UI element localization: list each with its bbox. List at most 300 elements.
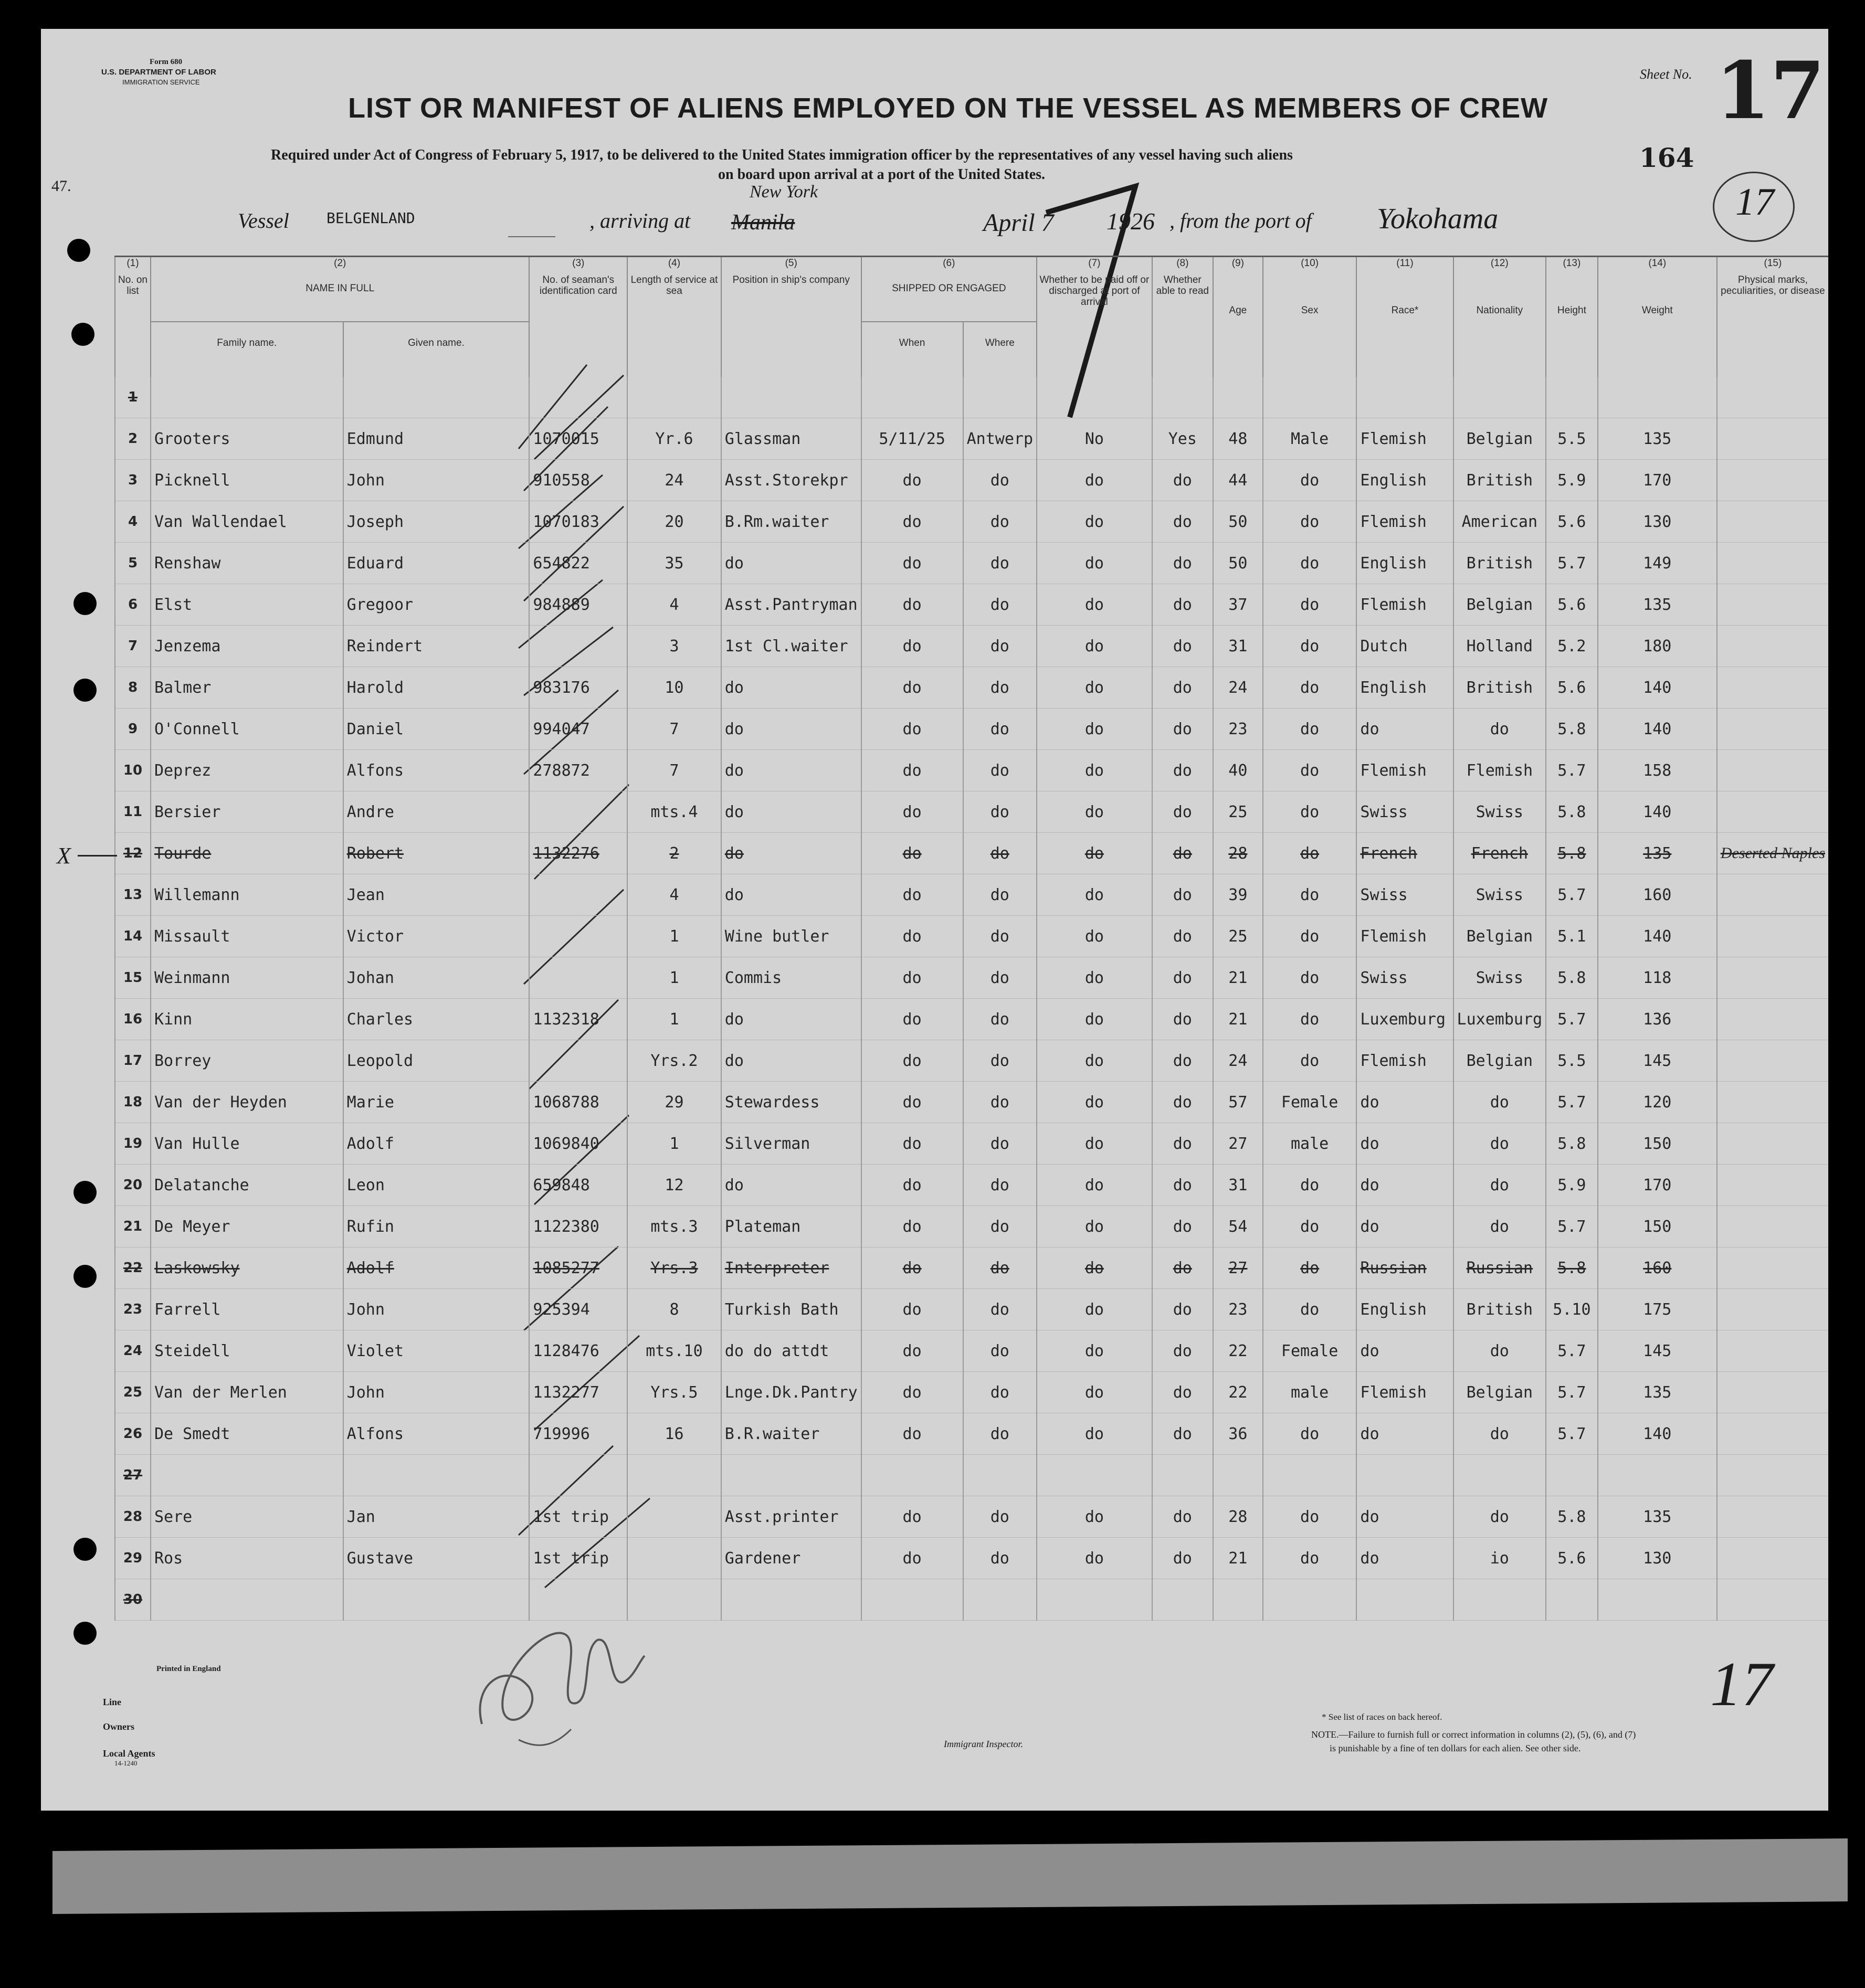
cell-sex: Female bbox=[1263, 1082, 1357, 1123]
cell-where: do bbox=[963, 874, 1037, 916]
column-number: (11) bbox=[1356, 257, 1453, 274]
cell-nat: British bbox=[1453, 667, 1546, 709]
cell-height: 5.7 bbox=[1546, 1082, 1598, 1123]
cell-when: do bbox=[861, 1040, 963, 1082]
punch-hole bbox=[73, 679, 97, 702]
cell-height: 5.9 bbox=[1546, 460, 1598, 501]
cell-position: do do attdt bbox=[721, 1330, 861, 1372]
arrival-year: 1926 bbox=[1107, 208, 1155, 235]
cell-paid: do bbox=[1037, 1330, 1152, 1372]
cell-nat: Swiss bbox=[1453, 874, 1546, 916]
cell-given: Gustave bbox=[343, 1538, 530, 1579]
cell-card: 1st trip bbox=[529, 1496, 627, 1538]
cell-service: 12 bbox=[627, 1165, 721, 1206]
cell-read: do bbox=[1152, 1165, 1213, 1206]
vessel-label: Vessel bbox=[238, 209, 289, 232]
cell-service: 24 bbox=[627, 460, 721, 501]
cell-sex: do bbox=[1263, 916, 1357, 957]
cell-no: 14 bbox=[115, 916, 151, 957]
cell-race: Flemish bbox=[1356, 1372, 1453, 1413]
table-row bbox=[115, 1040, 1828, 1082]
arriving-label: , arriving at bbox=[589, 209, 691, 232]
cell-sex: do bbox=[1263, 999, 1357, 1040]
cell-race bbox=[1356, 1455, 1453, 1496]
cell-marks bbox=[1717, 418, 1828, 460]
cell-when: do bbox=[861, 584, 963, 626]
cell-paid: do bbox=[1037, 1289, 1152, 1330]
cell-card: 1st trip bbox=[529, 1538, 627, 1579]
arrival-port: New York bbox=[750, 182, 818, 202]
cell-service: Yrs.5 bbox=[627, 1372, 721, 1413]
cell-service: mts.4 bbox=[627, 791, 721, 833]
cell-nat: do bbox=[1453, 1496, 1546, 1538]
punch-hole bbox=[71, 323, 94, 346]
cell-given: Adolf bbox=[343, 1123, 530, 1165]
cell-sex: do bbox=[1263, 874, 1357, 916]
table-row bbox=[115, 1082, 1828, 1123]
header-paid-off: Whether to be paid off or discharged at port of arrival bbox=[1037, 274, 1152, 377]
cell-marks bbox=[1717, 1082, 1828, 1123]
cell-given: Alfons bbox=[343, 750, 530, 791]
cell-height: 5.6 bbox=[1546, 501, 1598, 543]
cell-sex: do bbox=[1263, 1165, 1357, 1206]
cell-card: 1069840 bbox=[529, 1123, 627, 1165]
column-number: (5) bbox=[721, 257, 861, 274]
cell-when: do bbox=[861, 1165, 963, 1206]
cell-race: Flemish bbox=[1356, 584, 1453, 626]
cell-given: Victor bbox=[343, 916, 530, 957]
cell-position: do bbox=[721, 833, 861, 874]
table-row bbox=[115, 543, 1828, 584]
cell-service: mts.10 bbox=[627, 1330, 721, 1372]
cell-height: 5.8 bbox=[1546, 1123, 1598, 1165]
cell-card: 1132276 bbox=[529, 833, 627, 874]
cell-paid: do bbox=[1037, 833, 1152, 874]
header-position: Position in ship's company bbox=[721, 274, 861, 377]
cell-given: John bbox=[343, 1289, 530, 1330]
cell-card: 1132277 bbox=[529, 1372, 627, 1413]
cell-no: 4 bbox=[115, 501, 151, 543]
margin-x-dash bbox=[78, 855, 117, 856]
cell-nat: do bbox=[1453, 1165, 1546, 1206]
cell-position: do bbox=[721, 709, 861, 750]
cell-height: 5.8 bbox=[1546, 833, 1598, 874]
cell-race: Swiss bbox=[1356, 957, 1453, 999]
cell-weight: 140 bbox=[1598, 1413, 1717, 1455]
cell-where: Antwerp bbox=[963, 418, 1037, 460]
cell-no: 25 bbox=[115, 1372, 151, 1413]
punch-hole bbox=[67, 239, 90, 262]
cell-marks bbox=[1717, 916, 1828, 957]
cell-weight: 175 bbox=[1598, 1289, 1717, 1330]
cell-nat bbox=[1453, 377, 1546, 418]
service-label: IMMIGRATION SERVICE bbox=[122, 78, 200, 86]
cell-height: 5.5 bbox=[1546, 1040, 1598, 1082]
header-age: Age bbox=[1213, 274, 1263, 377]
cell-given: Marie bbox=[343, 1082, 530, 1123]
cell-no: 19 bbox=[115, 1123, 151, 1165]
cell-sex: do bbox=[1263, 1413, 1357, 1455]
cell-age: 36 bbox=[1213, 1413, 1263, 1455]
cell-sex: male bbox=[1263, 1123, 1357, 1165]
cell-paid: do bbox=[1037, 501, 1152, 543]
cell-read bbox=[1152, 1579, 1213, 1621]
cell-paid: do bbox=[1037, 1496, 1152, 1538]
cell-age: 54 bbox=[1213, 1206, 1263, 1247]
cell-family: Van Wallendael bbox=[151, 501, 343, 543]
cell-no: 3 bbox=[115, 460, 151, 501]
cell-family bbox=[151, 1455, 343, 1496]
left-margin-mark: 47. bbox=[51, 177, 71, 195]
cell-weight: 120 bbox=[1598, 1082, 1717, 1123]
column-number: (6) bbox=[861, 257, 1037, 274]
footer-owners-label: Owners bbox=[103, 1721, 134, 1732]
cell-height: 5.7 bbox=[1546, 874, 1598, 916]
cell-race bbox=[1356, 377, 1453, 418]
cell-position: do bbox=[721, 543, 861, 584]
cell-card bbox=[529, 874, 627, 916]
cell-paid: do bbox=[1037, 874, 1152, 916]
cell-height: 5.7 bbox=[1546, 1413, 1598, 1455]
cell-read: do bbox=[1152, 460, 1213, 501]
cell-family: Weinmann bbox=[151, 957, 343, 999]
cell-service: Yrs.2 bbox=[627, 1040, 721, 1082]
cell-sex: do bbox=[1263, 1247, 1357, 1289]
cell-paid: No bbox=[1037, 418, 1152, 460]
cell-position bbox=[721, 377, 861, 418]
cell-when: do bbox=[861, 709, 963, 750]
cell-paid: do bbox=[1037, 1040, 1152, 1082]
cell-card: 278872 bbox=[529, 750, 627, 791]
corner-handwritten-number: 17 bbox=[1710, 1649, 1773, 1719]
cell-family: Van Hulle bbox=[151, 1123, 343, 1165]
cell-family: Renshaw bbox=[151, 543, 343, 584]
cell-card: 1070015 bbox=[529, 418, 627, 460]
cell-marks bbox=[1717, 999, 1828, 1040]
cell-when bbox=[861, 1455, 963, 1496]
cell-height: 5.7 bbox=[1546, 543, 1598, 584]
cell-position: B.R.waiter bbox=[721, 1413, 861, 1455]
cell-race: Luxemburg bbox=[1356, 999, 1453, 1040]
cell-marks bbox=[1717, 1496, 1828, 1538]
cell-paid: do bbox=[1037, 791, 1152, 833]
immigrant-inspector-label: Immigrant Inspector. bbox=[944, 1739, 1023, 1749]
cell-height: 5.1 bbox=[1546, 916, 1598, 957]
cell-read: do bbox=[1152, 791, 1213, 833]
cell-no: 17 bbox=[115, 1040, 151, 1082]
cell-service: 1 bbox=[627, 999, 721, 1040]
cell-when: do bbox=[861, 1206, 963, 1247]
cell-marks bbox=[1717, 1206, 1828, 1247]
cell-where: do bbox=[963, 1538, 1037, 1579]
cell-read: do bbox=[1152, 1040, 1213, 1082]
header-sex: Sex bbox=[1263, 274, 1357, 377]
cell-family: Balmer bbox=[151, 667, 343, 709]
header-shipped-or-engaged: SHIPPED OR ENGAGED bbox=[861, 274, 1037, 322]
cell-card: 1070183 bbox=[529, 501, 627, 543]
cell-sex: male bbox=[1263, 1372, 1357, 1413]
cell-position: Gardener bbox=[721, 1538, 861, 1579]
cell-marks bbox=[1717, 1372, 1828, 1413]
column-number: (1) bbox=[115, 257, 151, 274]
cell-sex: do bbox=[1263, 1206, 1357, 1247]
cell-nat: Flemish bbox=[1453, 750, 1546, 791]
cell-age: 21 bbox=[1213, 1538, 1263, 1579]
cell-sex: do bbox=[1263, 709, 1357, 750]
cell-position bbox=[721, 1455, 861, 1496]
cell-read: do bbox=[1152, 999, 1213, 1040]
cell-family: Tourde bbox=[151, 833, 343, 874]
cell-height: 5.2 bbox=[1546, 626, 1598, 667]
cell-card bbox=[529, 377, 627, 418]
cell-family: Deprez bbox=[151, 750, 343, 791]
cell-age bbox=[1213, 1455, 1263, 1496]
cell-where bbox=[963, 377, 1037, 418]
stamped-number: 164 bbox=[1639, 142, 1694, 173]
cell-weight: 160 bbox=[1598, 874, 1717, 916]
cell-age: 23 bbox=[1213, 1289, 1263, 1330]
table-row bbox=[115, 1496, 1828, 1538]
cell-card bbox=[529, 1040, 627, 1082]
cell-family: De Smedt bbox=[151, 1413, 343, 1455]
cell-where: do bbox=[963, 1496, 1037, 1538]
header-name-in-full: NAME IN FULL bbox=[151, 274, 529, 322]
table-row bbox=[115, 1455, 1828, 1496]
subtitle-line-2: on board upon arrival at a port of the United States. bbox=[718, 166, 1046, 183]
cell-height: 5.5 bbox=[1546, 418, 1598, 460]
cell-weight: 140 bbox=[1598, 916, 1717, 957]
cell-read bbox=[1152, 377, 1213, 418]
cell-paid bbox=[1037, 377, 1152, 418]
cell-card: 983176 bbox=[529, 667, 627, 709]
header-id-card: No. of seaman's identification card bbox=[529, 274, 627, 377]
cell-card: 1085277 bbox=[529, 1247, 627, 1289]
cell-family: Grooters bbox=[151, 418, 343, 460]
cell-paid: do bbox=[1037, 916, 1152, 957]
cell-service: 1 bbox=[627, 957, 721, 999]
cell-card: 719996 bbox=[529, 1413, 627, 1455]
cell-service bbox=[627, 1496, 721, 1538]
cell-marks bbox=[1717, 1455, 1828, 1496]
cell-race: do bbox=[1356, 1206, 1453, 1247]
cell-when: do bbox=[861, 667, 963, 709]
cell-where: do bbox=[963, 1413, 1037, 1455]
cell-nat: Belgian bbox=[1453, 584, 1546, 626]
cell-age: 21 bbox=[1213, 999, 1263, 1040]
cell-marks bbox=[1717, 791, 1828, 833]
cell-marks bbox=[1717, 1413, 1828, 1455]
cell-position: Interpreter bbox=[721, 1247, 861, 1289]
cell-sex: do bbox=[1263, 1538, 1357, 1579]
margin-x-mark: X bbox=[57, 843, 71, 869]
cell-age: 21 bbox=[1213, 957, 1263, 999]
cell-service: 7 bbox=[627, 750, 721, 791]
cell-given: Andre bbox=[343, 791, 530, 833]
cell-paid: do bbox=[1037, 1123, 1152, 1165]
cell-marks bbox=[1717, 709, 1828, 750]
cell-no: 6 bbox=[115, 584, 151, 626]
cell-sex: do bbox=[1263, 543, 1357, 584]
cell-where: do bbox=[963, 543, 1037, 584]
cell-height: 5.7 bbox=[1546, 1206, 1598, 1247]
cell-marks bbox=[1717, 1247, 1828, 1289]
cell-weight: 160 bbox=[1598, 1247, 1717, 1289]
cell-paid: do bbox=[1037, 460, 1152, 501]
cell-service: 1 bbox=[627, 916, 721, 957]
cell-weight: 140 bbox=[1598, 791, 1717, 833]
cell-paid: do bbox=[1037, 1082, 1152, 1123]
cell-where: do bbox=[963, 584, 1037, 626]
cell-family: Van der Merlen bbox=[151, 1372, 343, 1413]
cell-when: do bbox=[861, 626, 963, 667]
cell-family: Missault bbox=[151, 916, 343, 957]
cell-given: Rufin bbox=[343, 1206, 530, 1247]
table-row bbox=[115, 1372, 1828, 1413]
cell-race bbox=[1356, 1579, 1453, 1621]
cell-given: Johan bbox=[343, 957, 530, 999]
table-row bbox=[115, 1330, 1828, 1372]
cell-nat: Swiss bbox=[1453, 791, 1546, 833]
cell-height: 5.8 bbox=[1546, 791, 1598, 833]
punch-hole bbox=[73, 1181, 97, 1204]
cell-service: Yrs.3 bbox=[627, 1247, 721, 1289]
cell-age: 22 bbox=[1213, 1330, 1263, 1372]
cell-given bbox=[343, 377, 530, 418]
cell-family: Van der Heyden bbox=[151, 1082, 343, 1123]
cell-where bbox=[963, 1455, 1037, 1496]
cell-sex: do bbox=[1263, 791, 1357, 833]
cell-when: do bbox=[861, 460, 963, 501]
cell-race: do bbox=[1356, 1413, 1453, 1455]
cell-position: do bbox=[721, 1165, 861, 1206]
cell-service bbox=[627, 377, 721, 418]
cell-race: do bbox=[1356, 1082, 1453, 1123]
cell-nat: Belgian bbox=[1453, 1372, 1546, 1413]
cell-family: Picknell bbox=[151, 460, 343, 501]
cell-given: Daniel bbox=[343, 709, 530, 750]
cell-race: Dutch bbox=[1356, 626, 1453, 667]
table-row bbox=[115, 626, 1828, 667]
cell-nat bbox=[1453, 1579, 1546, 1621]
cell-family: Ros bbox=[151, 1538, 343, 1579]
cell-service: 7 bbox=[627, 709, 721, 750]
cell-race: English bbox=[1356, 543, 1453, 584]
cell-no: 1 bbox=[115, 377, 151, 418]
table-row bbox=[115, 1579, 1828, 1621]
cell-read: do bbox=[1152, 957, 1213, 999]
cell-service: 1 bbox=[627, 1123, 721, 1165]
cell-age: 48 bbox=[1213, 418, 1263, 460]
cell-marks bbox=[1717, 1123, 1828, 1165]
cell-where: do bbox=[963, 1289, 1037, 1330]
page-title: LIST OR MANIFEST OF ALIENS EMPLOYED ON THE VESSEL AS MEMBERS OF CREW bbox=[348, 92, 1548, 124]
cell-read: do bbox=[1152, 1413, 1213, 1455]
cell-no: 5 bbox=[115, 543, 151, 584]
cell-when: do bbox=[861, 1413, 963, 1455]
cell-service: mts.3 bbox=[627, 1206, 721, 1247]
cell-marks bbox=[1717, 1040, 1828, 1082]
cell-race: English bbox=[1356, 460, 1453, 501]
table-row bbox=[115, 1165, 1828, 1206]
cell-family: Farrell bbox=[151, 1289, 343, 1330]
cell-card: 925394 bbox=[529, 1289, 627, 1330]
header-able-to-read: Whether able to read bbox=[1152, 274, 1213, 377]
cell-read: do bbox=[1152, 667, 1213, 709]
column-number: (8) bbox=[1152, 257, 1213, 274]
cell-height: 5.6 bbox=[1546, 584, 1598, 626]
cell-card: 984889 bbox=[529, 584, 627, 626]
cell-marks bbox=[1717, 460, 1828, 501]
footer-agents-code: 14-1240 bbox=[114, 1759, 138, 1767]
cell-paid: do bbox=[1037, 1165, 1152, 1206]
table-row bbox=[115, 791, 1828, 833]
cell-family: Delatanche bbox=[151, 1165, 343, 1206]
table-row bbox=[115, 1538, 1828, 1579]
cell-race: Flemish bbox=[1356, 501, 1453, 543]
cell-given: Gregoor bbox=[343, 584, 530, 626]
department-label: U.S. DEPARTMENT OF LABOR bbox=[101, 68, 216, 77]
subtitle-line-1: Required under Act of Congress of February 5, 1917, to be delivered to the United States immigration officer by the representatives of any vessel having such aliens bbox=[271, 147, 1293, 163]
cell-nat: do bbox=[1453, 1206, 1546, 1247]
table-row bbox=[115, 957, 1828, 999]
cell-marks bbox=[1717, 1289, 1828, 1330]
cell-weight: 140 bbox=[1598, 709, 1717, 750]
cell-race: do bbox=[1356, 1538, 1453, 1579]
cell-where: do bbox=[963, 1372, 1037, 1413]
cell-weight: 170 bbox=[1598, 460, 1717, 501]
printed-in-england: Printed in England bbox=[156, 1665, 221, 1673]
cell-position: Commis bbox=[721, 957, 861, 999]
cell-where: do bbox=[963, 1040, 1037, 1082]
cell-age: 25 bbox=[1213, 916, 1263, 957]
cell-given: Charles bbox=[343, 999, 530, 1040]
cell-card: 910558 bbox=[529, 460, 627, 501]
cell-nat: British bbox=[1453, 543, 1546, 584]
cell-race: do bbox=[1356, 1496, 1453, 1538]
cell-race: Flemish bbox=[1356, 418, 1453, 460]
cell-when: do bbox=[861, 1372, 963, 1413]
cell-age: 31 bbox=[1213, 626, 1263, 667]
cell-weight bbox=[1598, 1579, 1717, 1621]
table-row bbox=[115, 1289, 1828, 1330]
cell-where: do bbox=[963, 750, 1037, 791]
cell-height bbox=[1546, 377, 1598, 418]
cell-sex: do bbox=[1263, 626, 1357, 667]
cell-when bbox=[861, 1579, 963, 1621]
cell-weight: 145 bbox=[1598, 1330, 1717, 1372]
cell-no: 27 bbox=[115, 1455, 151, 1496]
cell-card: 1132318 bbox=[529, 999, 627, 1040]
cell-card bbox=[529, 626, 627, 667]
cell-marks bbox=[1717, 584, 1828, 626]
cell-age: 39 bbox=[1213, 874, 1263, 916]
arrival-port-struck: Manila bbox=[731, 210, 795, 235]
cell-paid: do bbox=[1037, 584, 1152, 626]
cell-when: do bbox=[861, 916, 963, 957]
cell-paid: do bbox=[1037, 957, 1152, 999]
cell-position: Lnge.Dk.Pantry bbox=[721, 1372, 861, 1413]
table-row bbox=[115, 584, 1828, 626]
cell-service: 2 bbox=[627, 833, 721, 874]
manifest-sheet bbox=[41, 29, 1828, 1811]
cell-where: do bbox=[963, 999, 1037, 1040]
cell-read: do bbox=[1152, 1372, 1213, 1413]
table-row bbox=[115, 667, 1828, 709]
cell-sex: do bbox=[1263, 750, 1357, 791]
cell-card: 1122380 bbox=[529, 1206, 627, 1247]
cell-where bbox=[963, 1579, 1037, 1621]
cell-family: O'Connell bbox=[151, 709, 343, 750]
